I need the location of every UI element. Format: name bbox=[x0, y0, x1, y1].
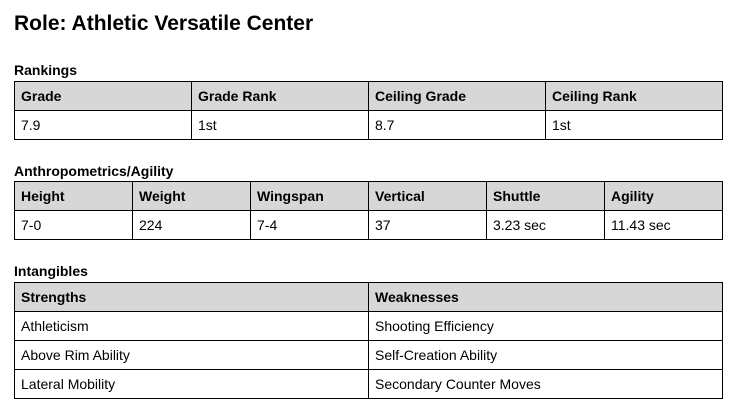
table-row bbox=[15, 312, 723, 341]
anthro-header-shuttle: Shuttle bbox=[487, 182, 605, 211]
table-row bbox=[15, 370, 723, 399]
anthro-header-height: Height bbox=[15, 182, 133, 211]
anthro-cell-weight: 224 bbox=[133, 211, 251, 240]
anthro-label: Anthropometrics/Agility bbox=[14, 163, 174, 179]
strength-cell: Above Rim Ability bbox=[15, 341, 369, 370]
page-title: Role: Athletic Versatile Center bbox=[14, 12, 314, 35]
rankings-table bbox=[14, 81, 723, 140]
anthro-cell-height: 7-0 bbox=[15, 211, 133, 240]
table-row bbox=[15, 211, 723, 240]
intangibles-label: Intangibles bbox=[14, 263, 88, 279]
anthro-cell-shuttle: 3.23 sec bbox=[487, 211, 605, 240]
strength-cell: Athleticism bbox=[15, 312, 369, 341]
rankings-header-ceiling-rank: Ceiling Rank bbox=[546, 82, 723, 111]
intangibles-table bbox=[14, 282, 723, 399]
anthro-header-weight: Weight bbox=[133, 182, 251, 211]
intangibles-header-row bbox=[15, 283, 723, 312]
anthro-table bbox=[14, 181, 723, 240]
intangibles-header-strengths: Strengths bbox=[15, 283, 369, 312]
rankings-header-grade: Grade bbox=[15, 82, 192, 111]
rankings-label: Rankings bbox=[14, 62, 78, 78]
rankings-cell-grade: 7.9 bbox=[15, 111, 192, 140]
rankings-cell-ceiling-grade: 8.7 bbox=[369, 111, 546, 140]
anthro-cell-agility: 11.43 sec bbox=[605, 211, 723, 240]
intangibles-header-weaknesses: Weaknesses bbox=[369, 283, 723, 312]
rankings-cell-grade-rank: 1st bbox=[192, 111, 369, 140]
weakness-cell: Shooting Efficiency bbox=[369, 312, 723, 341]
table-row bbox=[15, 341, 723, 370]
anthro-cell-vertical: 37 bbox=[369, 211, 487, 240]
rankings-header-row bbox=[15, 82, 723, 111]
anthro-header-row bbox=[15, 182, 723, 211]
weakness-cell: Secondary Counter Moves bbox=[369, 370, 723, 399]
table-row bbox=[15, 111, 723, 140]
strength-cell: Lateral Mobility bbox=[15, 370, 369, 399]
anthro-header-agility: Agility bbox=[605, 182, 723, 211]
anthro-cell-wingspan: 7-4 bbox=[251, 211, 369, 240]
anthro-header-wingspan: Wingspan bbox=[251, 182, 369, 211]
rankings-cell-ceiling-rank: 1st bbox=[546, 111, 723, 140]
rankings-header-grade-rank: Grade Rank bbox=[192, 82, 369, 111]
weakness-cell: Self-Creation Ability bbox=[369, 341, 723, 370]
anthro-header-vertical: Vertical bbox=[369, 182, 487, 211]
rankings-header-ceiling-grade: Ceiling Grade bbox=[369, 82, 546, 111]
